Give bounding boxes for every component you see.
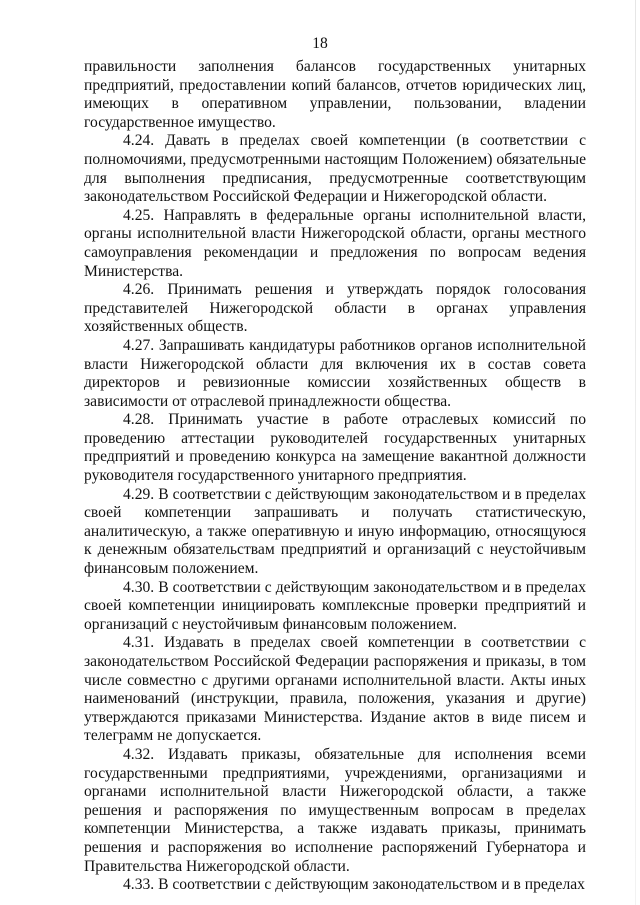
paragraph-4-30: 4.30. В соответствии с действующим законодательством и в пределах своей компетенции инициировать комплексные проверки предприятий и организаций с неустойчивым финансовым положением. [84,578,586,633]
paragraph-4-24: 4.24. Давать в пределах своей компетенции (в соответствии с полномочиями, предусмотренными настоящим Положением) обязательные для выполнения предписания, предусмотренные соответствующим законодательством Российской Федерации и Нижегородской области. [84,132,586,206]
paragraph-4-27: 4.27. Запрашивать кандидатуры работников органов исполнительной власти Нижегородской области для включения их в состав совета директоров и ревизионные комиссии хозяйственных обществ в зависимости от отраслевой принадлежности общества. [84,336,586,410]
page-edge-shadow [635,0,636,905]
document-body [84,58,586,895]
paragraph-4-32: 4.32. Издавать приказы, обязательные для исполнения всеми государственными предприятиями, учреждениями, организациями и органами исполнительной власти Нижегородской области, а также решения и распоряжения по имущественным вопросам в пределах компетенции Министерства, а также издавать приказы, принимать решения и распоряжения во исполнение распоряжений Губернатора и Правительства Нижегородской области. [84,745,586,875]
paragraph-4-26: 4.26. Принимать решения и утверждать порядок голосования представителей Нижегородской области в органах управления хозяйственных обществ. [84,281,586,336]
paragraph-4-31: 4.31. Издавать в пределах своей компетенции в соответствии с законодательством Российской Федерации распоряжения и приказы, в том числе совместно с другими органами исполнительной власти. Акты иных наименований (инструкции, правила, положения, указания и другие) утверждаются приказами Министерства. Издание актов в виде писем и телеграмм не допускается. [84,634,586,745]
paragraph-4-25: 4.25. Направлять в федеральные органы исполнительной власти, органы исполнительной власти Нижегородской области, органы местного самоуправления рекомендации и предложения по вопросам ведения Министерства. [84,206,586,280]
paragraph-4-29: 4.29. В соответствии с действующим законодательством и в пределах своей компетенции запрашивать и получать статистическую, аналитическую, а также оперативную и иную информацию, относящуюся к денежным обязательствам предприятий и организаций с неустойчивым финансовым положением. [84,485,586,578]
paragraph-4-28: 4.28. Принимать участие в работе отраслевых комиссий по проведению аттестации руководителей государственных унитарных предприятий и проведению конкурса на замещение вакантной должности руководителя государственного унитарного предприятия. [84,411,586,485]
page-number: 18 [312,35,328,52]
paragraph-4-33: 4.33. В соответствии с действующим законодательством и в пределах [123,876,585,894]
paragraph-continuation: правильности заполнения балансов государственных унитарных предприятий, предоставлении копий балансов, отчетов юридических лиц, имеющих в оперативном управлении, пользовании, владении государственное имущество. [84,58,586,131]
